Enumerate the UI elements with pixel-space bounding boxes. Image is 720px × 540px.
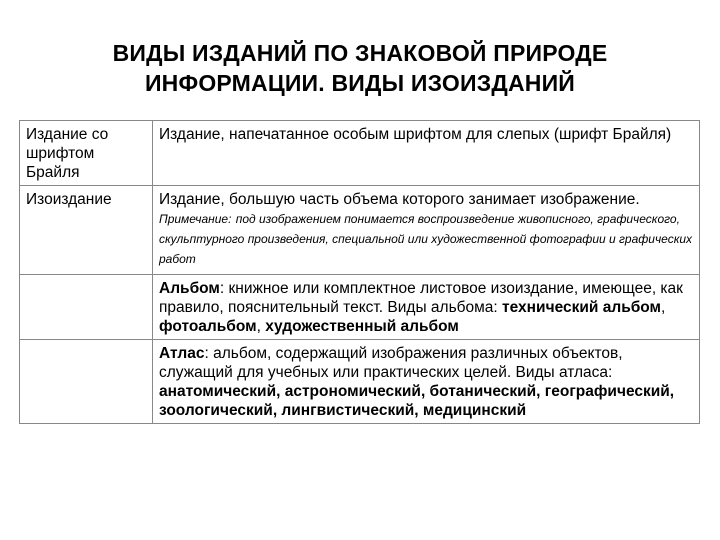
album-term: Альбом	[159, 280, 220, 297]
note-label: Примечание:	[159, 212, 232, 226]
table-row	[20, 121, 700, 186]
atlas-term: Атлас	[159, 345, 205, 362]
note-text: под изображением понимается воспроизведение живописного, графического, скульптурного произведения, специальной или художественной фотографии и графических работ	[159, 212, 693, 266]
atlas-definition: : альбом, содержащий изображения различных объектов, служащий для учебных или практических целей.	[159, 345, 623, 381]
album-cell	[153, 275, 700, 340]
page-title	[0, 38, 720, 98]
album-separator: ,	[661, 299, 666, 316]
page-title-line2: ИНФОРМАЦИИ. ВИДЫ ИЗОИЗДАНИЙ	[144, 70, 576, 96]
definition-braille: Издание, напечатанное особым шрифтом для слепых (шрифт Брайля)	[159, 126, 672, 143]
album-separator: ,	[256, 318, 261, 335]
table-row	[20, 340, 700, 424]
definition-cell	[153, 186, 700, 275]
definition-izoizdanie: Издание, большую часть объема которого занимает изображение.	[159, 191, 640, 208]
empty-cell	[20, 275, 153, 340]
album-definition: : книжное или комплектное листовое изоиздание, имеющее, как правило, пояснительный текст.	[159, 280, 683, 316]
album-kind-photo: фотоальбом	[159, 318, 257, 335]
album-kind-art: художественный альбом	[265, 318, 459, 335]
term-izoizdanie: Изоиздание	[26, 191, 112, 208]
table-row	[20, 275, 700, 340]
term-cell	[20, 121, 153, 186]
atlas-cell	[153, 340, 700, 424]
page-title-line1: ВИДЫ ИЗДАНИЙ ПО ЗНАКОВОЙ ПРИРОДЕ	[112, 40, 608, 66]
definition-cell	[153, 121, 700, 186]
term-braille: Издание со шрифтом Брайля	[26, 126, 109, 181]
definitions-table	[19, 120, 700, 424]
album-kinds-label: Виды альбома:	[387, 299, 498, 316]
table-row	[20, 186, 700, 275]
atlas-kinds-label: Виды атласа:	[515, 364, 613, 381]
term-cell	[20, 186, 153, 275]
atlas-kinds: анатомический, астрономический, ботанический, географический, зоологический, лингвистический, медицинский	[159, 383, 675, 419]
empty-cell	[20, 340, 153, 424]
album-kind-technical: технический альбом	[502, 299, 662, 316]
